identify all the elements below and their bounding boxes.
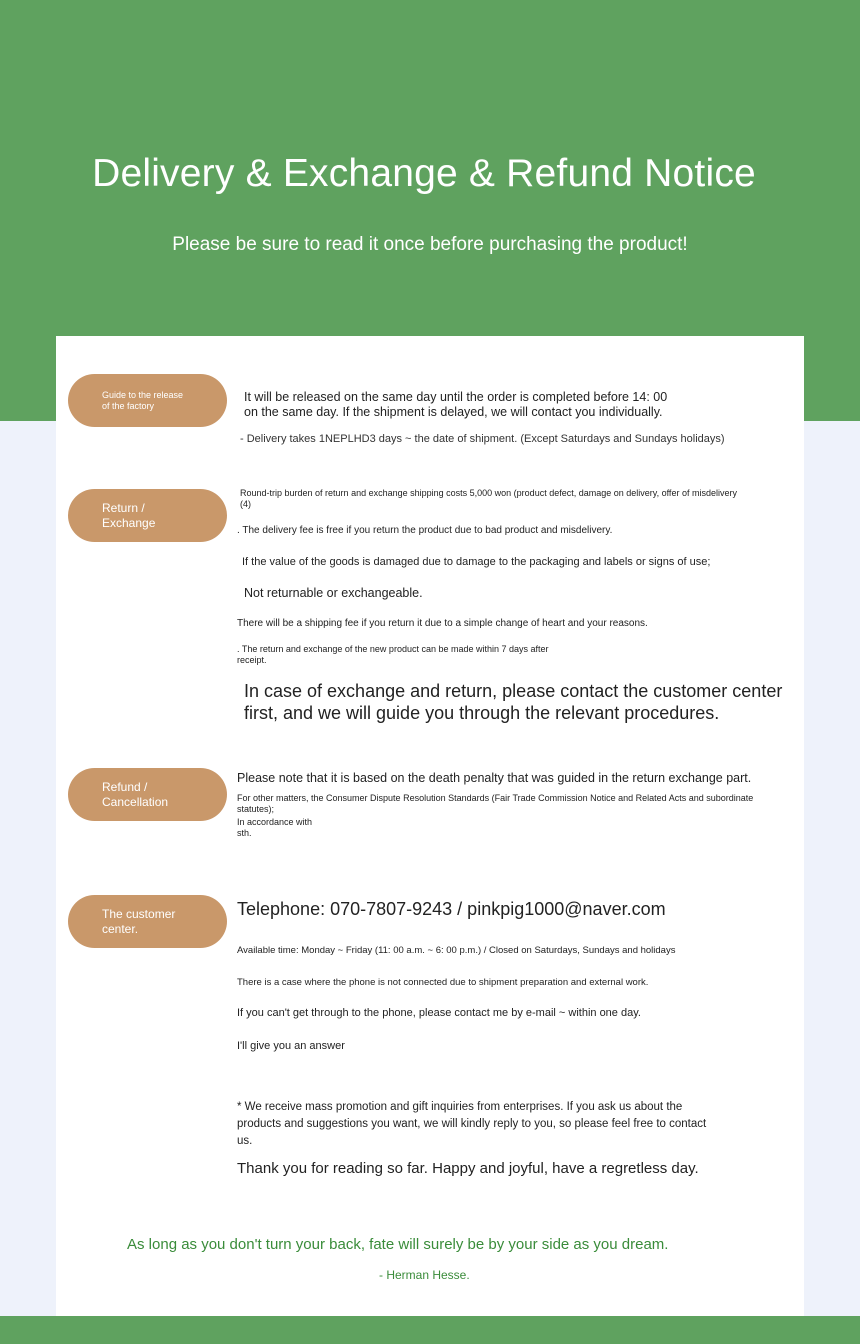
release-label-line2: of the factory: [102, 400, 155, 411]
page-subtitle: Please be sure to read it once before purchasing the product!: [172, 234, 688, 255]
release-line1: It will be released on the same day until the order is completed before 14: 00: [244, 390, 668, 404]
customer-phone: Telephone: 070-7807-9243 / pinkpig1000@naver.com: [237, 899, 666, 919]
return-line7: In case of exchange and return, please contact the customer center: [244, 681, 783, 701]
return-line6: . The return and exchange of the new product can be made within 7 days after: [237, 644, 549, 654]
return-line1: Round-trip burden of return and exchange shipping costs 5,000 won (product defect, damage on delivery, offer of misdelivery: [240, 488, 737, 498]
refund-label-line2: Cancellation: [102, 794, 169, 809]
release-label-pill: [68, 374, 227, 427]
release-label-line1: Guide to the release: [102, 389, 184, 400]
refund-line2: For other matters, the Consumer Dispute Resolution Standards (Fair Trade Commission Notice and Related Acts and subordinate: [237, 793, 754, 803]
return-label-pill: [68, 489, 227, 542]
return-line3: If the value of the goods is damaged due to damage to the packaging and labels or signs of use;: [242, 556, 711, 568]
customer-hours: Available time: Monday ~ Friday (11: 00 a.m. ~ 6: 00 p.m.) / Closed on Saturdays, Sundays and holidays: [237, 945, 676, 956]
page-title: Delivery & Exchange & Refund Notice: [92, 152, 756, 195]
return-line1b: (4): [240, 499, 251, 509]
customer-label-line2: center.: [102, 921, 139, 936]
refund-line5: sth.: [237, 828, 252, 838]
release-line2: on the same day. If the shipment is delayed, we will contact you individually.: [244, 405, 663, 419]
refund-line4: In accordance with: [237, 817, 313, 827]
customer-label-line1: The customer: [102, 907, 176, 922]
customer-note3: I'll give you an answer: [237, 1040, 345, 1052]
customer-promo: * We receive mass promotion and gift inquiries from enterprises. If you ask us about the products and suggestions you want, we will kindly reply to you, so please feel free to contact us.: [237, 1101, 707, 1147]
customer-note2: If you can't get through to the phone, please contact me by e-mail ~ within one day.: [237, 1007, 641, 1019]
return-label-line1: Return /: [102, 501, 145, 516]
quote-author: - Herman Hesse.: [379, 1268, 470, 1282]
return-line4: Not returnable or exchangeable.: [244, 586, 423, 600]
refund-line3: statutes);: [237, 804, 275, 814]
customer-thanks: Thank you for reading so far. Happy and joyful, have a regretless day.: [237, 1160, 699, 1177]
refund-label-pill: [68, 768, 227, 821]
customer-label-pill: [68, 895, 227, 948]
footer-band: [0, 1316, 860, 1344]
return-line5: There will be a shipping fee if you return it due to a simple change of heart and your reasons.: [237, 618, 648, 629]
return-line6b: receipt.: [237, 655, 267, 665]
refund-label-line1: Refund /: [102, 780, 148, 795]
closing-quote: As long as you don't turn your back, fate will surely be by your side as you dream.: [127, 1236, 669, 1253]
refund-line1: Please note that it is based on the death penalty that was guided in the return exchange part.: [237, 771, 752, 785]
return-label-line2: Exchange: [102, 515, 156, 530]
customer-note1: There is a case where the phone is not connected due to shipment preparation and external work.: [237, 977, 649, 988]
return-line8: first, and we will guide you through the relevant procedures.: [244, 703, 720, 723]
return-line2: . The delivery fee is free if you return the product due to bad product and misdelivery.: [237, 525, 613, 536]
release-line3: - Delivery takes 1NEPLHD3 days ~ the date of shipment. (Except Saturdays and Sundays holidays): [240, 433, 725, 445]
